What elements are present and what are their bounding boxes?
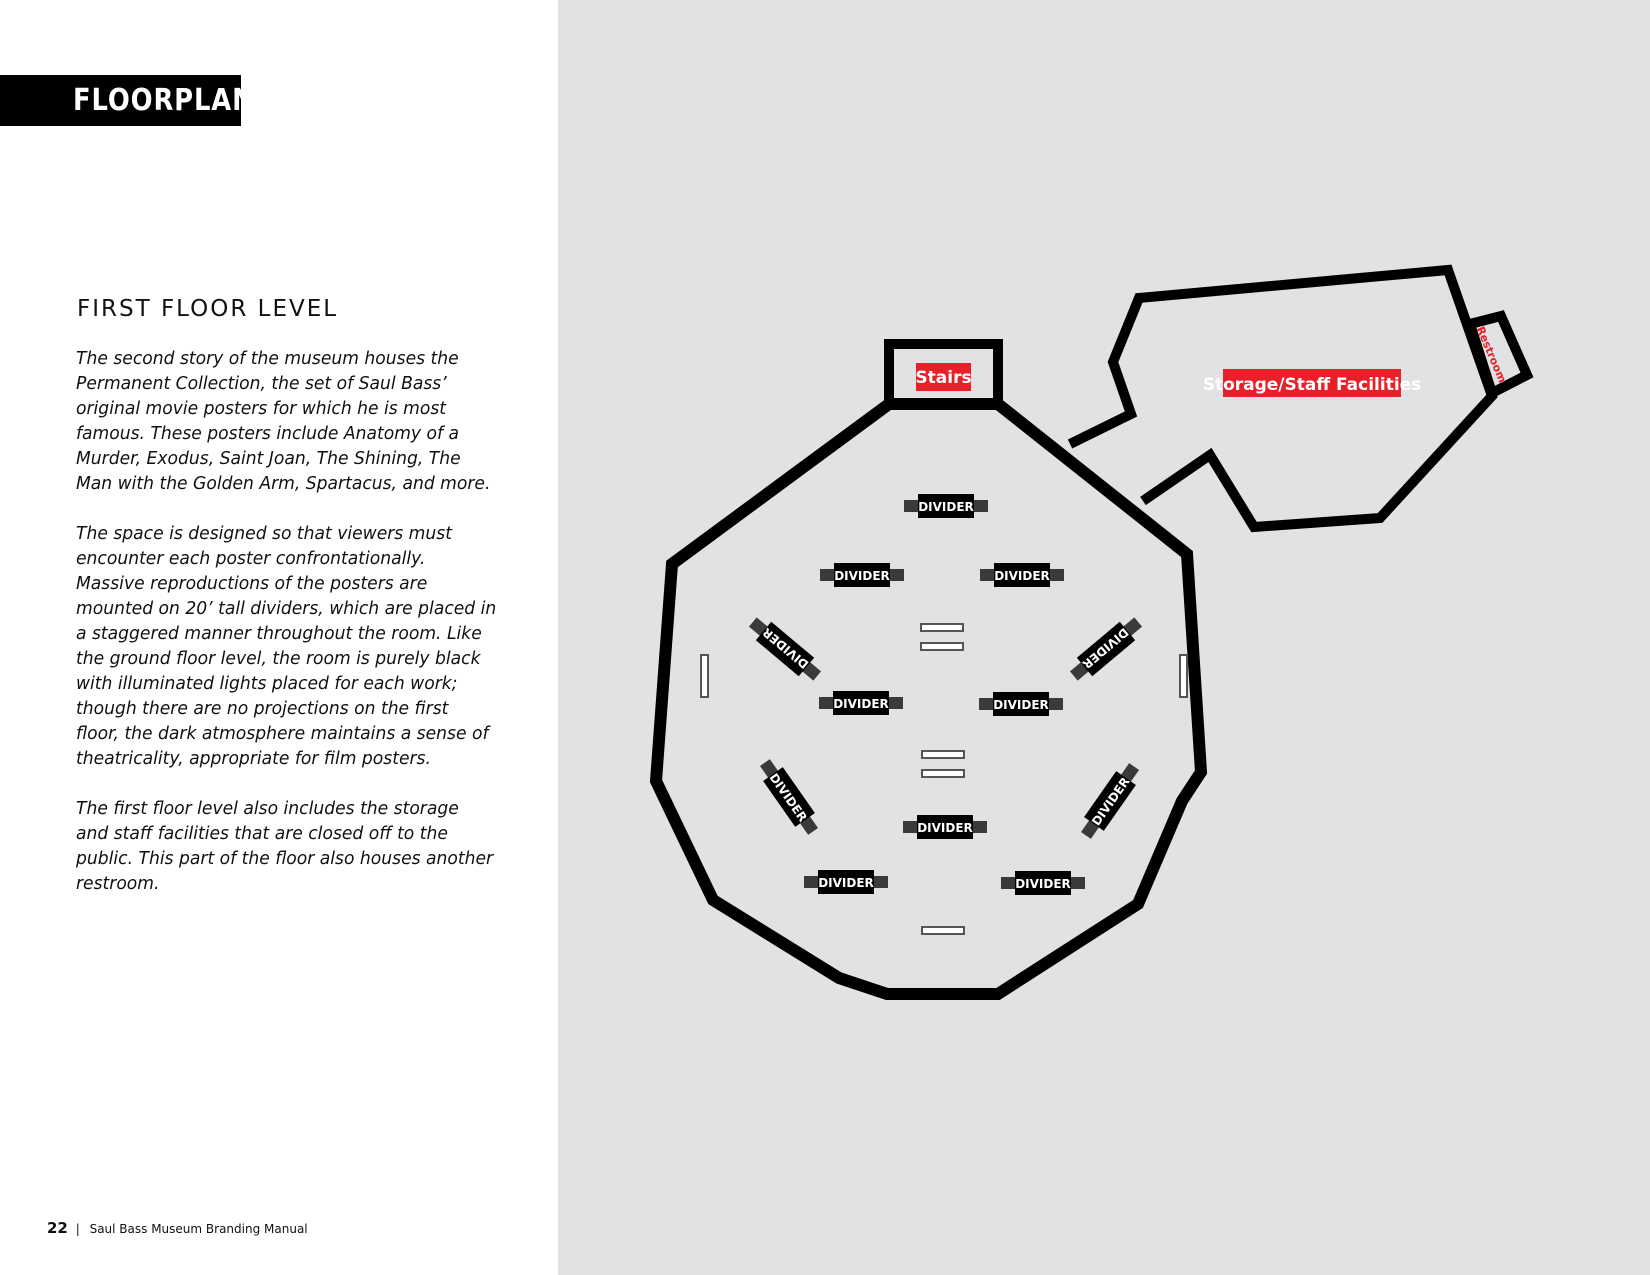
page-number: 22 xyxy=(47,1219,68,1237)
divider-label: DIVIDER xyxy=(994,569,1050,583)
paragraph: The second story of the museum houses the Permanent Collection, the set of Saul Bass’ original movie posters for which he is most famous. These posters include Anatomy of a Murder, Exodus, Saint Joan, The Shining, The Man with the Golden Arm, Spartacus, and more. xyxy=(76,349,491,494)
divider xyxy=(1076,760,1144,843)
divider xyxy=(980,563,1064,587)
light-fixture xyxy=(1180,655,1187,697)
divider-label: DIVIDER xyxy=(759,625,812,672)
light-fixture xyxy=(922,751,964,777)
gallery-wall xyxy=(656,404,1201,994)
page-title: FLOORPLAN xyxy=(73,83,255,118)
light-fixture xyxy=(921,624,963,650)
divider-label: DIVIDER xyxy=(918,500,974,514)
storage-wall xyxy=(1070,270,1492,527)
divider xyxy=(804,870,888,894)
divider xyxy=(755,756,823,839)
section-heading: FIRST FLOOR LEVEL xyxy=(77,296,339,322)
footer-separator: | xyxy=(75,1222,80,1236)
floorplan-panel xyxy=(558,0,1650,1275)
divider xyxy=(904,494,988,518)
divider-label: DIVIDER xyxy=(766,770,810,825)
divider-label: DIVIDER xyxy=(1015,877,1071,891)
divider xyxy=(903,815,987,839)
divider-label: DIVIDER xyxy=(1079,625,1132,672)
stairs-label: Stairs xyxy=(915,368,972,388)
divider xyxy=(745,613,825,685)
restroom-label: Restroom xyxy=(1473,324,1509,385)
divider-label: DIVIDER xyxy=(834,569,890,583)
divider-label: DIVIDER xyxy=(818,876,874,890)
divider-label: DIVIDER xyxy=(917,821,973,835)
divider xyxy=(820,563,904,587)
light-fixture xyxy=(701,655,708,697)
divider-label: DIVIDER xyxy=(833,697,889,711)
storage-label: Storage/Staff Facilities xyxy=(1202,375,1422,395)
footer xyxy=(47,1219,308,1237)
divider-label: DIVIDER xyxy=(1089,774,1133,829)
floorplan-diagram xyxy=(558,0,1650,1275)
divider xyxy=(979,692,1063,716)
title-bar xyxy=(0,75,255,126)
body-text xyxy=(76,347,506,922)
divider xyxy=(1066,613,1146,685)
paragraph: The space is designed so that viewers must encounter each poster confrontationally. Massive reproductions of the posters are mounted on 20’ tall dividers, which are placed in a staggered manner throughout the room. Like the ground floor level, the room is purely black with illuminated lights placed for each work; though there are no projections on the first floor, the dark atmosphere maintains a sense of theatricality, appropriate for film posters. xyxy=(76,524,497,769)
divider-label: DIVIDER xyxy=(993,698,1049,712)
paragraph: The first floor level also includes the storage and staff facilities that are closed off to the public. This part of the floor also houses another restroom. xyxy=(76,799,494,894)
light-fixture xyxy=(922,927,964,934)
divider xyxy=(1001,871,1085,895)
manual-title: Saul Bass Museum Branding Manual xyxy=(89,1222,308,1236)
text-panel xyxy=(0,0,558,1275)
divider xyxy=(819,691,903,715)
